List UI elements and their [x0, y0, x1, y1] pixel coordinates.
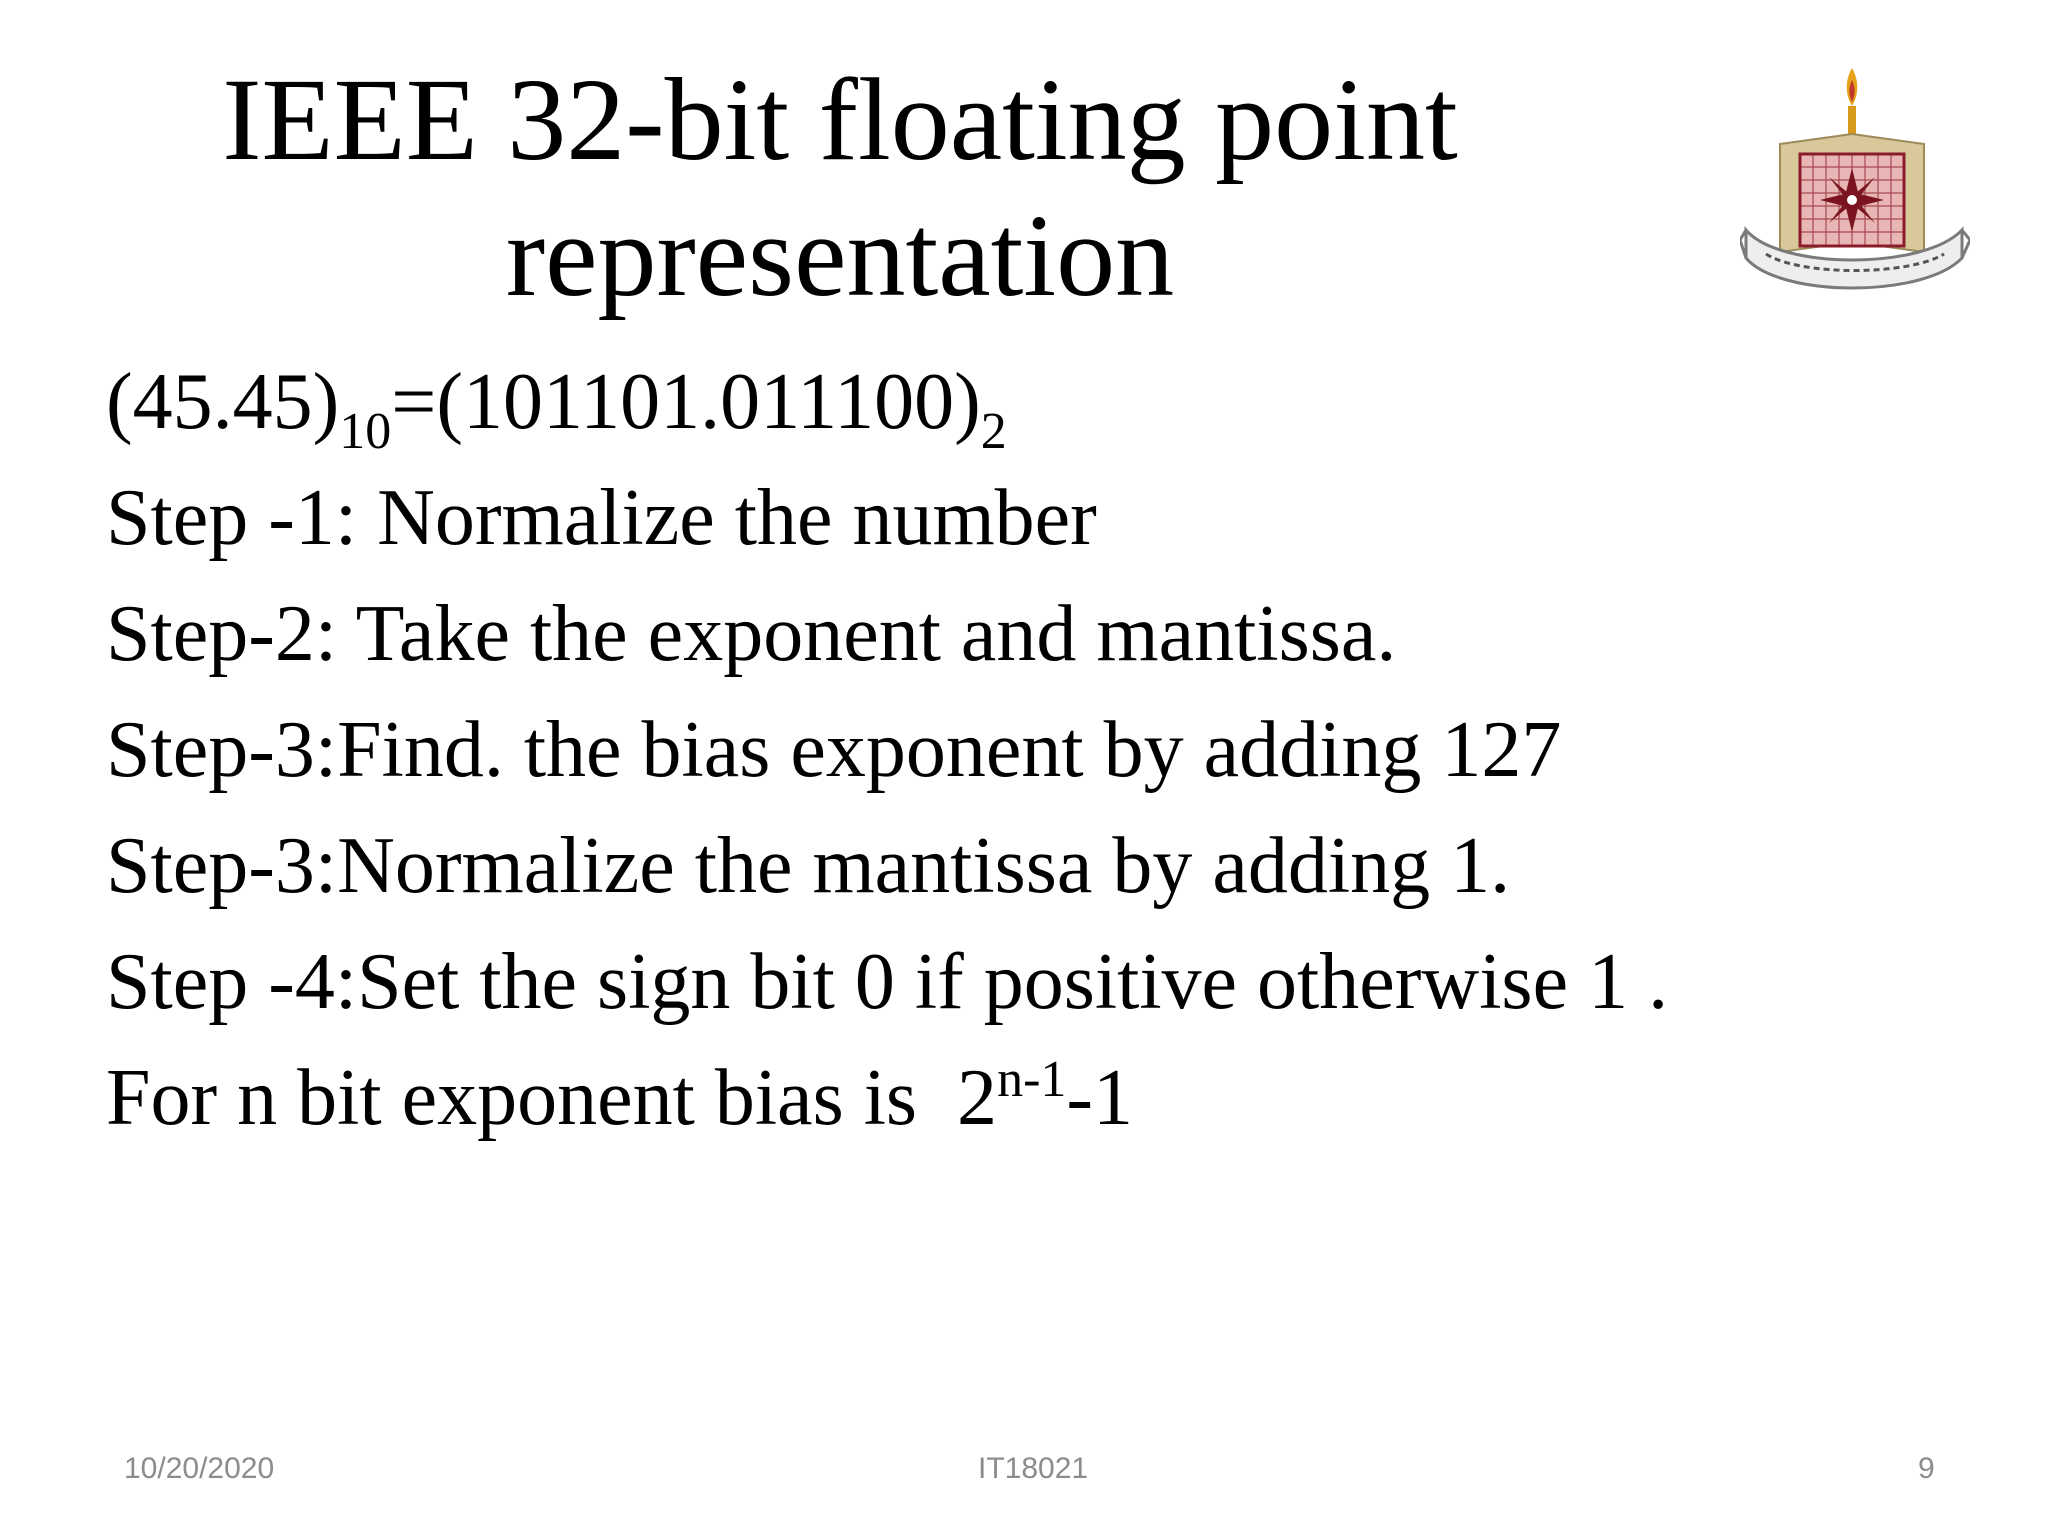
university-seal-icon: [1740, 62, 1970, 302]
equals-sign: =: [391, 358, 437, 446]
binary-value: (101101.011100): [436, 358, 981, 446]
slide-title-line-1: IEEE 32-bit floating point: [222, 54, 1458, 185]
footer-page-number: 9: [1918, 1452, 1935, 1485]
footer-date: 10/20/2020: [124, 1452, 275, 1485]
slide-title-line-2: representation: [505, 190, 1175, 321]
step-line-1: Step -1: Normalize the number: [106, 474, 1097, 562]
step-line-4: Step-3:Normalize the mantissa by adding 1.: [106, 822, 1511, 910]
conversion-line: [106, 358, 1906, 478]
footer-course-code: IT18021: [978, 1452, 1089, 1485]
slide-body: [106, 358, 1906, 1174]
binary-base: 2: [980, 403, 1007, 460]
slide-title: [80, 52, 1600, 324]
decimal-value: (45.45): [106, 358, 340, 446]
decimal-base: 10: [339, 403, 392, 460]
bias-rule-exponent: n-1: [997, 1051, 1067, 1108]
bias-rule-line: [106, 1051, 1906, 1174]
step-line-3: Step-3:Find. the bias exponent by adding 127: [106, 706, 1562, 794]
bias-rule-suffix: -1: [1066, 1054, 1134, 1142]
step-line-2: Step-2: Take the exponent and mantissa.: [106, 590, 1397, 678]
bias-rule-prefix: For n bit exponent bias is 2: [106, 1054, 998, 1142]
step-line-5: Step -4:Set the sign bit 0 if positive otherwise 1 .: [106, 938, 1669, 1026]
